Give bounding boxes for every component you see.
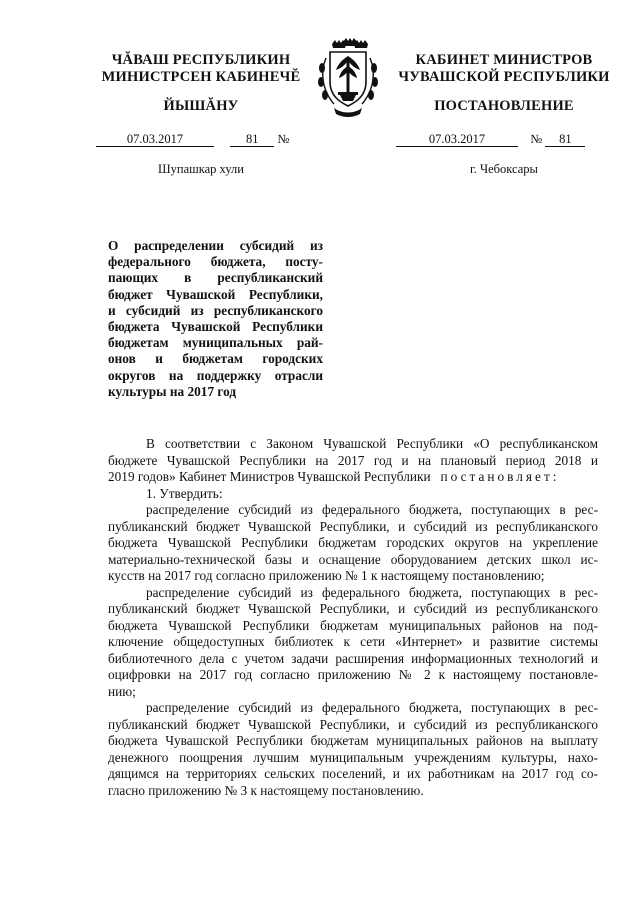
body-line: кусств на 2017 год согласно приложению № 1 к настоящему постановлению; — [108, 568, 545, 583]
body-line: дящимся на территориях сельских поселений, и их работникам на 2017 год со- — [108, 766, 598, 781]
doc-type-chuvash: ЙЫШĂНУ — [163, 98, 239, 114]
body-line: распределение субсидий из федерального бюджета, поступающих в рес- — [146, 502, 598, 517]
subject-line: О распределении субсидий из — [108, 238, 323, 253]
body-line: публиканский бюджет Чувашской Республики, и субсидий из республиканского — [108, 601, 598, 616]
document-body — [108, 436, 598, 799]
body-line: В соответствии с Законом Чувашской Республики «О республиканском — [146, 436, 598, 451]
issuer-russian-name — [384, 52, 624, 86]
body-line: распределение субсидий из федерального бюджета, поступающих в рес- — [146, 700, 598, 715]
body-line: бюджета Чувашской Республики бюджетам муниципальных районов на выплату — [108, 733, 598, 748]
subject-line: федерального бюджета, посту- — [108, 254, 323, 270]
issuer-chuvash-line-1: ЧĂВАШ РЕСПУБЛИКИН — [111, 52, 291, 68]
body-line: ключение общедоступных библиотек к сети «Интернет» и развитие системы — [108, 634, 598, 649]
subject-line: бюджета Чувашской Республики — [108, 319, 323, 335]
subject-line: бюджетам муниципальных рай- — [108, 335, 323, 351]
issuer-chuvash-name — [96, 52, 306, 86]
body-line: публиканский бюджет Чувашской Республики, и субсидий из республиканского — [108, 716, 598, 732]
body-line: бюджете Чувашской Республики на 2017 год и на плановый период 2018 и — [108, 452, 598, 468]
body-line: нию; — [108, 683, 136, 699]
place-russian: г. Чебоксары — [470, 162, 538, 176]
subject-line: пающих в республиканский — [108, 270, 323, 286]
body-line: гласно приложению № 3 к настоящему постановлению. — [108, 782, 424, 798]
body-line: оцифровки на 2017 год согласно приложению № 2 к настоящему постановле- — [108, 667, 598, 682]
issuer-russian-line-2: ЧУВАШСКОЙ РЕСПУБЛИКИ — [398, 69, 610, 85]
body-line: денежного поощрения лучшим муниципальным учреждениям культуры, нахо- — [108, 749, 598, 765]
issuer-chuvash-line-2: МИНИСТРСЕН КАБИНЕЧĔ — [101, 69, 301, 85]
number-sign-left: № — [277, 132, 290, 146]
clause-approve: 1. Утвердить: — [146, 485, 223, 501]
body-line: публиканский бюджет Чувашской Республики, и субсидий из республиканского — [108, 518, 598, 534]
body-line: библиотечного дела с учетом задачи расширения информационных технологий и — [108, 650, 598, 666]
registration-number-left: 81 — [230, 132, 274, 147]
body-line: распределение субсидий из федерального бюджета, поступающих в рес- — [146, 584, 598, 600]
body-line: бюджета Чувашской Республики бюджетам городских округов на укрепление — [108, 535, 598, 550]
subject-line: онов и бюджетам городских — [108, 351, 323, 367]
issuer-russian-line-1: КАБИНЕТ МИНИСТРОВ — [415, 52, 593, 68]
body-line: бюджета Чувашской Республики бюджетам муниципальных районов на под- — [108, 617, 598, 633]
place-chuvash: Шупашкар хули — [158, 162, 244, 176]
registration-number-right: 81 — [545, 132, 585, 147]
registration-date-right: 07.03.2017 — [396, 132, 518, 147]
body-line: материально-технической базы и оснащение оборудованием детских школ ис- — [108, 551, 598, 567]
body-line-text: 2019 годов» Кабинет Министров Чувашской Республики — [108, 469, 431, 484]
chuvash-emblem-icon — [312, 38, 384, 120]
document-subject — [108, 238, 323, 400]
subject-line: округов на поддержку отрасли — [108, 367, 323, 383]
enacting-word: постановляет: — [440, 469, 560, 484]
doc-type-russian: ПОСТАНОВЛЕНИЕ — [434, 98, 574, 114]
registration-right — [396, 132, 616, 147]
subject-line: и субсидий из республиканского — [108, 302, 323, 318]
subject-line: культуры на 2017 год — [108, 383, 237, 399]
subject-line: бюджет Чувашской Республики, — [108, 286, 323, 302]
registration-left — [96, 132, 316, 147]
body-line — [108, 469, 598, 486]
number-sign-right: № — [530, 132, 543, 146]
registration-date-left: 07.03.2017 — [96, 132, 214, 147]
